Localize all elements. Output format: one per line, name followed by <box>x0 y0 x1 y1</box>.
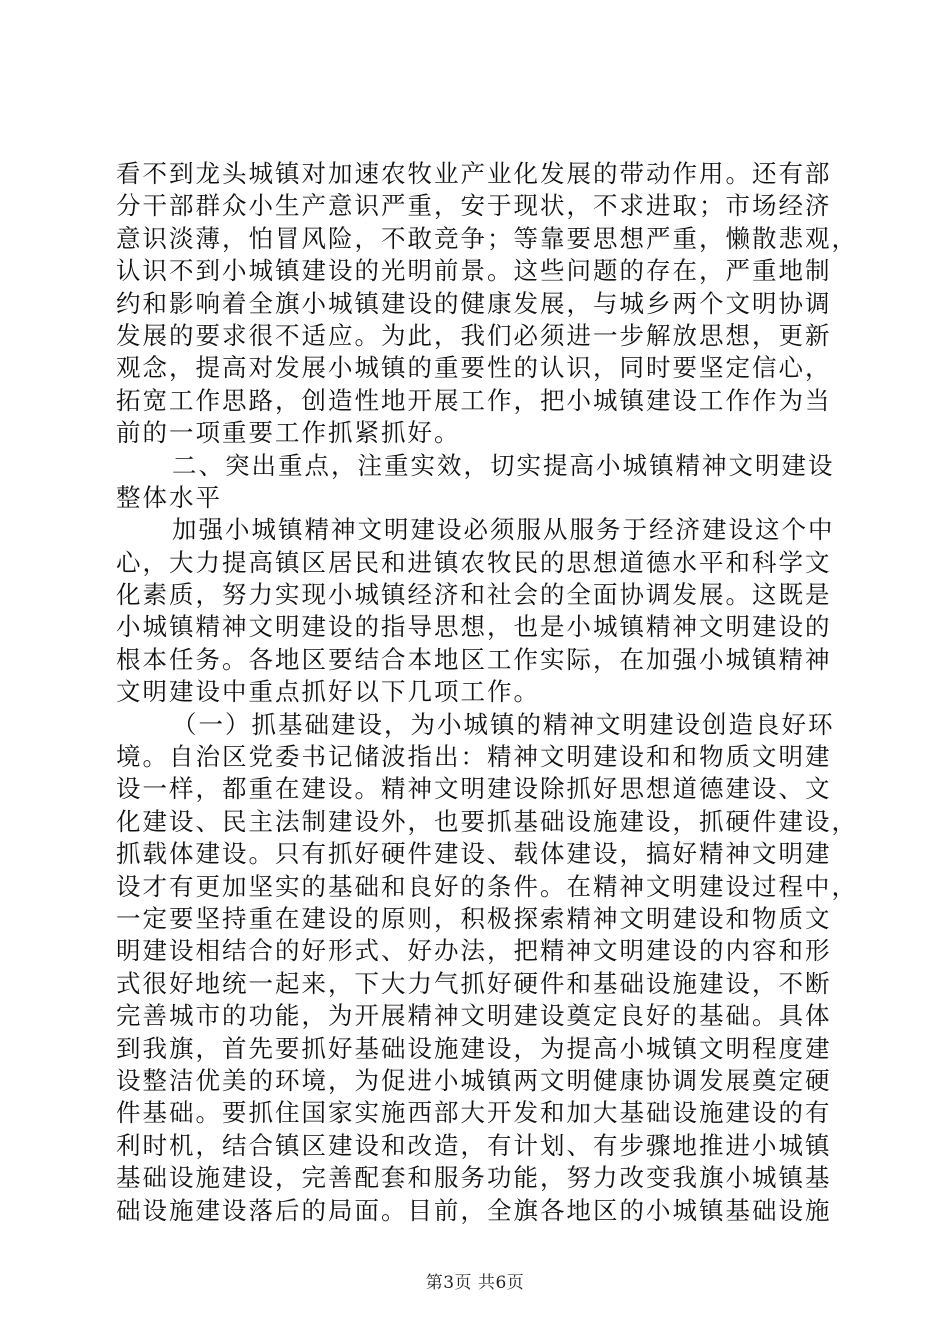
text-line: 拓宽工作思路，创造性地开展工作，把小城镇建设工作作为当 <box>116 385 832 415</box>
text-line: 根本任务。各地区要结合本地区工作实际，在加强小城镇精神 <box>116 644 832 674</box>
section-heading-continued: 整体水平 <box>116 482 222 512</box>
section-heading: 二、突出重点，注重实效，切实提高小城镇精神文明建设 <box>172 450 835 480</box>
text-line: 式很好地统一起来，下大力气抓好硬件和基础设施建设，不断 <box>116 968 832 998</box>
text-line: 意识淡薄，怕冒风险，不敢竞争；等靠要思想严重，懒散悲观， <box>116 223 858 253</box>
text-line: 前的一项重要工作抓紧抓好。 <box>116 418 461 448</box>
text-line: 础设施建设落后的局面。目前，全旗各地区的小城镇基础设施 <box>116 1195 832 1225</box>
text-line: 设整洁优美的环境，为促进小城镇两文明健康协调发展奠定硬 <box>116 1065 832 1095</box>
body-text <box>116 158 858 1227</box>
text-line: 心，大力提高镇区居民和进镇农牧民的思想道德水平和科学文 <box>116 547 832 577</box>
text-line: 加强小城镇精神文明建设必须服从服务于经济建设这个中 <box>172 515 835 545</box>
text-line: 到我旗，首先要抓好基础设施建设，为提高小城镇文明程度建 <box>116 1033 832 1063</box>
text-line: 件基础。要抓住国家实施西部大开发和加大基础设施建设的有 <box>116 1098 832 1128</box>
text-line: 分干部群众小生产意识严重，安于现状，不求进取；市场经济 <box>116 191 832 221</box>
text-line: 一定要坚持重在建设的原则，积极探索精神文明建设和物质文 <box>116 903 832 933</box>
text-line: 完善城市的功能，为开展精神文明建设奠定良好的基础。具体 <box>116 1001 832 1031</box>
text-line: 设才有更加坚实的基础和良好的条件。在精神文明建设过程中， <box>116 871 858 901</box>
text-line: 约和影响着全旗小城镇建设的健康发展，与城乡两个文明协调 <box>116 288 832 318</box>
text-line: 小城镇精神文明建设的指导思想，也是小城镇精神文明建设的 <box>116 612 832 642</box>
text-line: 抓载体建设。只有抓好硬件建设、载体建设，搞好精神文明建 <box>116 839 832 869</box>
text-line: 认识不到小城镇建设的光明前景。这些问题的存在，严重地制 <box>116 256 832 286</box>
text-line: 设一样，都重在建设。精神文明建设除抓好思想道德建设、文 <box>116 774 832 804</box>
text-line: 看不到龙头城镇对加速农牧业产业化发展的带动作用。还有部 <box>116 159 832 188</box>
text-line: 发展的要求很不适应。为此，我们必须进一步解放思想，更新 <box>116 320 832 350</box>
text-line: 明建设相结合的好形式、好办法，把精神文明建设的内容和形 <box>116 936 832 966</box>
text-line: 化建设、民主法制建设外，也要抓基础设施建设，抓硬件建设， <box>116 806 858 836</box>
text-line: 化素质，努力实现小城镇经济和社会的全面协调发展。这既是 <box>116 580 832 610</box>
page-footer: 第3页 共6页 <box>425 1273 525 1293</box>
subsection-line: （一）抓基础建设，为小城镇的精神文明建设创造良好环 <box>172 709 835 739</box>
text-line: 文明建设中重点抓好以下几项工作。 <box>116 677 540 707</box>
text-line: 境。自治区党委书记储波指出：精神文明建设和和物质文明建 <box>116 742 832 772</box>
text-line: 基础设施建设，完善配套和服务功能，努力改变我旗小城镇基 <box>116 1163 832 1193</box>
text-line: 观念，提高对发展小城镇的重要性的认识，同时要坚定信心， <box>116 353 832 383</box>
text-line: 利时机，结合镇区建设和改造，有计划、有步骤地推进小城镇 <box>116 1130 832 1160</box>
